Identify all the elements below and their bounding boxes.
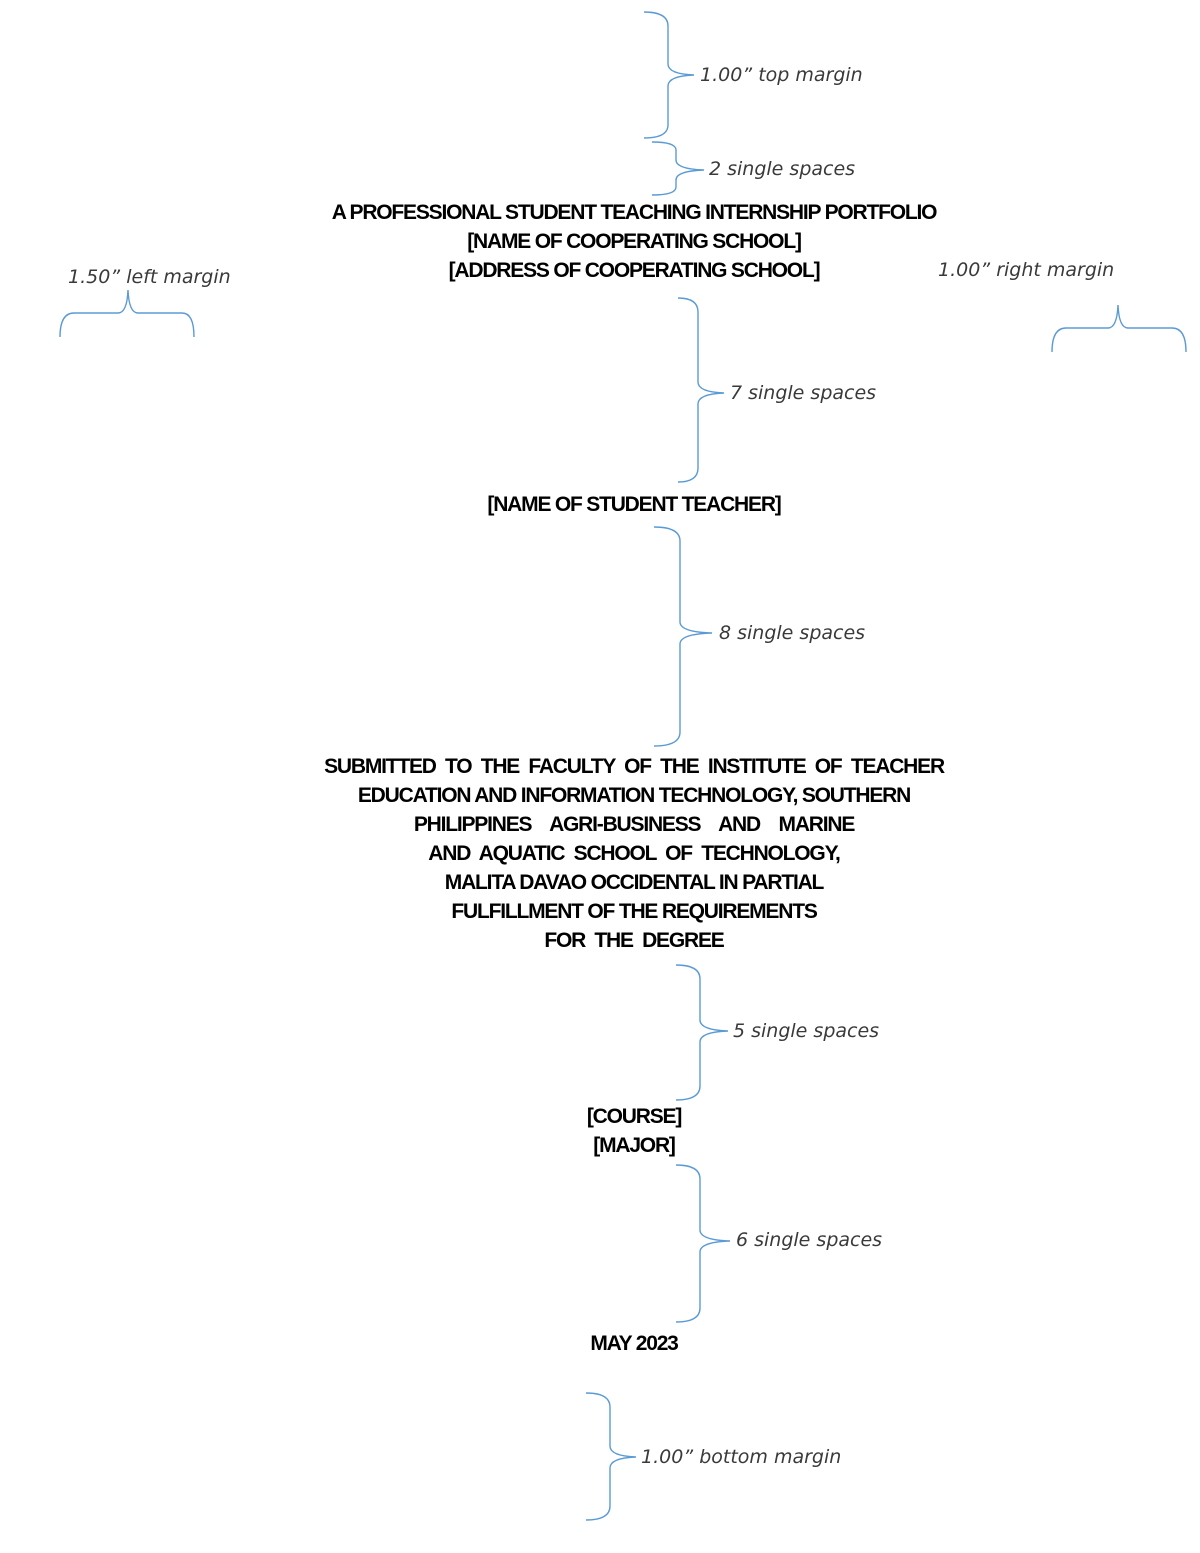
submission-line-1: SUBMITTED TO THE FACULTY OF THE INSTITUTE OF TEACHER	[324, 755, 944, 778]
eight-spaces-brace	[654, 527, 712, 746]
two-spaces-brace	[652, 142, 704, 195]
six-spaces-note: 6 single spaces	[736, 1229, 883, 1251]
portfolio-title: A PROFESSIONAL STUDENT TEACHING INTERNSHIP PORTFOLIO	[331, 201, 937, 224]
submission-line-7: FOR THE DEGREE	[544, 929, 724, 952]
cooperating-school-address: [ADDRESS OF COOPERATING SCHOOL]	[448, 259, 820, 282]
right-margin-brace	[1052, 305, 1186, 352]
right-margin-note: 1.00” right margin	[938, 259, 1115, 281]
submission-line-2: EDUCATION AND INFORMATION TECHNOLOGY, SOUTHERN	[357, 784, 911, 807]
submission-line-3: PHILIPPINES AGRI-BUSINESS AND MARINE	[413, 813, 855, 836]
bottom-margin-note: 1.00” bottom margin	[641, 1446, 842, 1468]
left-margin-brace	[60, 290, 194, 337]
submission-date: MAY 2023	[590, 1332, 678, 1355]
five-spaces-note: 5 single spaces	[733, 1020, 880, 1042]
course: [COURSE]	[586, 1105, 682, 1128]
top-margin-note: 1.00” top margin	[700, 64, 863, 86]
major: [MAJOR]	[593, 1134, 675, 1157]
bottom-margin-brace	[586, 1393, 636, 1520]
seven-spaces-note: 7 single spaces	[730, 382, 877, 404]
submission-line-5: MALITA DAVAO OCCIDENTAL IN PARTIAL	[444, 871, 824, 894]
six-spaces-brace	[676, 1165, 730, 1322]
submission-line-6: FULFILLMENT OF THE REQUIREMENTS	[451, 900, 817, 923]
five-spaces-brace	[676, 965, 728, 1100]
cooperating-school-name: [NAME OF COOPERATING SCHOOL]	[467, 230, 801, 253]
eight-spaces-note: 8 single spaces	[719, 622, 866, 644]
submission-line-4: AND AQUATIC SCHOOL OF TECHNOLOGY,	[428, 842, 840, 865]
top-margin-brace	[644, 12, 694, 138]
seven-spaces-brace	[678, 298, 724, 482]
two-spaces-note: 2 single spaces	[709, 158, 856, 180]
student-teacher-name: [NAME OF STUDENT TEACHER]	[487, 493, 781, 516]
left-margin-note: 1.50” left margin	[68, 266, 231, 288]
